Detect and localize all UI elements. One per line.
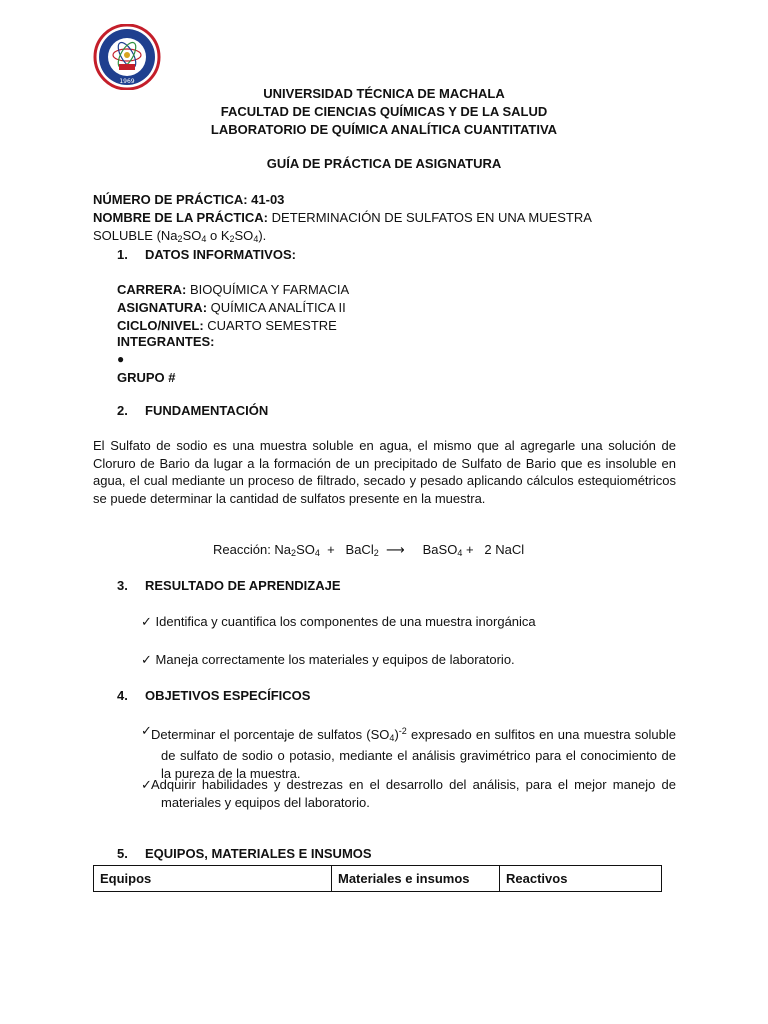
guide-title: GUÍA DE PRÁCTICA DE ASIGNATURA [266, 156, 502, 171]
objetivo-item: ✓ Adquirir habilidades y destrezas en el desarrollo del análisis, para el mejor manejo de materiales y equipos del laboratorio. [141, 777, 676, 810]
objetivo-item: ✓ Determinar el porcentaje de sulfatos $(SO_4)^{-2}$ expresado en sulfitos en una muestra soluble de sulfato de sodio o potasio, mediante el análisis gravimétrico para el conocimiento de la pureza de la muestra. [141, 723, 677, 781]
check-icon: ✓ [141, 614, 152, 629]
section-datos-informativos: 1. DATOS INFORMATIVOS: [117, 247, 296, 262]
practice-name-text: DETERMINACIÓN DE SULFATOS EN UNA MUESTRA [271, 210, 592, 225]
grupo-label: GRUPO # [117, 370, 176, 385]
aprendizaje-item: ✓ Identifica y cuantifica los componentes de una muestra inorgánica [141, 614, 536, 629]
integrantes-bullet: ● [117, 352, 125, 366]
practice-name-label: NOMBRE DE LA PRÁCTICA: [93, 210, 269, 225]
university-name: UNIVERSIDAD TÉCNICA DE MACHALA [263, 86, 505, 101]
faculty-name: FACULTAD DE CIENCIAS QUÍMICAS Y DE LA SALUD [220, 104, 548, 119]
ciclo-row: CICLO/NIVEL: CUARTO SEMESTRE [117, 318, 337, 333]
check-icon: ✓ [141, 723, 152, 738]
laboratory-name: LABORATORIO DE QUÍMICA ANALÍTICA CUANTITATIVA [210, 122, 558, 137]
section-objetivos: 4. OBJETIVOS ESPECÍFICOS [117, 688, 311, 703]
asignatura-row: ASIGNATURA: QUÍMICA ANALÍTICA II [117, 300, 346, 315]
carrera-row: CARRERA: BIOQUÍMICA Y FARMACIA [117, 282, 350, 297]
check-icon: ✓ [141, 777, 152, 792]
section-fundamentacion: 2. FUNDAMENTACIÓN [117, 403, 269, 418]
table-header-cell: Reactivos [500, 866, 662, 892]
reaction-equation: Reacción: $Na_2SO_4$ + BaCl$_2$ ⟶ BaSO$_4$ + 2 NaCl [213, 542, 525, 558]
university-logo [89, 24, 165, 90]
section-equipos: 5. EQUIPOS, MATERIALES E INSUMOS [117, 846, 372, 861]
integrantes-label: INTEGRANTES: [117, 334, 215, 349]
check-icon: ✓ [141, 652, 152, 667]
aprendizaje-item: ✓ Maneja correctamente los materiales y equipos de laboratorio. [141, 652, 515, 667]
table-header-cell: Materiales e insumos [332, 866, 500, 892]
university-seal-icon [89, 24, 165, 90]
table-header-cell: Equipos [94, 866, 332, 892]
practice-name-continuation: SOLUBLE ($Na_2SO_4$ o $K_2SO_4$). [93, 228, 267, 244]
equipment-table [93, 865, 662, 892]
seal-year: 1969 [119, 78, 135, 85]
practice-name [93, 210, 592, 225]
fundamentacion-paragraph: El Sulfato de sodio es una muestra soluble en agua, el mismo que al agregarle una solución de Cloruro de Bario da lugar a la formación de un precipitado de Sulfato de Bario que es insoluble en agua, el cual mediante un proceso de filtrado, secado y pesado aplicando cálculos estequiométricos se puede determinar la cantidad de sulfatos presente en la muestra. [93, 438, 676, 506]
section-resultado-aprendizaje: 3. RESULTADO DE APRENDIZAJE [117, 578, 341, 593]
practice-number: NÚMERO DE PRÁCTICA: 41-03 [93, 192, 285, 207]
table-header-row [94, 866, 662, 892]
